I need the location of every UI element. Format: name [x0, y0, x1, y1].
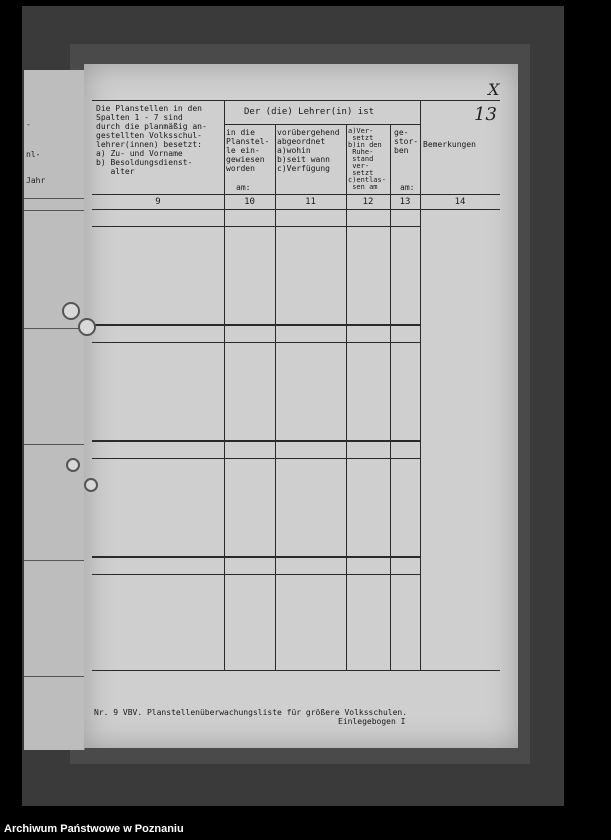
corner-mark-handwritten: X: [488, 80, 500, 99]
column-number: 10: [244, 197, 255, 207]
binder-ring-icon: [66, 458, 80, 472]
row-rule: [92, 556, 420, 558]
left-rule: [24, 676, 84, 677]
row-rule: [92, 342, 420, 343]
col11-header: vorübergehend abgeordnet a)wohin b)seit wann c)Verfügung: [277, 128, 340, 173]
form-sheet: [84, 64, 518, 748]
page-number-handwritten: 13: [474, 104, 497, 125]
header-bottom-rule: [92, 194, 500, 195]
col12-header: a)Ver- setzt b)in den Ruhe- stand ver- setzt c)entlas- sen am: [348, 127, 386, 191]
col9-header: Die Planstellen in den Spalten 1 - 7 sind durch die planmäßig an- gestellten Volksschul- lehrer(innen) besetzt: a) Zu- und Vorname b) Besoldungsdienst- alter: [96, 104, 207, 176]
row-rule: [92, 226, 420, 227]
left-rule: [24, 560, 84, 561]
colnum-rule: [92, 209, 500, 210]
left-fragment: -: [26, 120, 31, 129]
row-rule: [92, 440, 420, 442]
left-rule: [24, 444, 84, 445]
col10-header: in die Planstel- le ein- gewiesen worden: [226, 128, 270, 173]
row-rule: [92, 324, 420, 326]
am-label: am:: [400, 183, 415, 192]
table-bottom-rule: [92, 670, 500, 671]
col13-header: ge- stor- ben: [394, 128, 419, 155]
left-fragment: nl-: [26, 150, 41, 159]
left-sheet-edge: [24, 70, 85, 750]
archive-label: Archiwum Państwowe w Poznaniu: [4, 823, 184, 835]
am-label: am:: [236, 183, 251, 192]
row-rule: [92, 458, 420, 459]
row-rule: [92, 574, 420, 575]
left-rule: [24, 328, 84, 329]
left-rule: [24, 198, 84, 199]
column-number: 12: [362, 197, 374, 207]
col-rule: [420, 100, 421, 670]
col-rule: [224, 100, 225, 670]
left-fragment: Jahr: [26, 176, 46, 185]
column-number: 9: [155, 197, 161, 207]
form-footer-title: Nr. 9 VBV. Planstellenüberwachungsliste für größere Volksschulen.: [94, 708, 408, 717]
form-footer-subtitle: Einlegebogen I: [338, 717, 406, 726]
header-top-rule: [92, 100, 500, 101]
column-number: 11: [305, 197, 316, 207]
left-rule: [24, 210, 84, 211]
col14-header: Bemerkungen: [423, 140, 476, 149]
binder-clip-icon: [78, 318, 96, 336]
column-number: 13: [399, 197, 411, 207]
binder-ring-icon: [84, 478, 98, 492]
column-number: 14: [454, 197, 466, 207]
binder-clip-icon: [62, 302, 80, 320]
group-header: Der (die) Lehrer(in) ist: [244, 107, 375, 117]
